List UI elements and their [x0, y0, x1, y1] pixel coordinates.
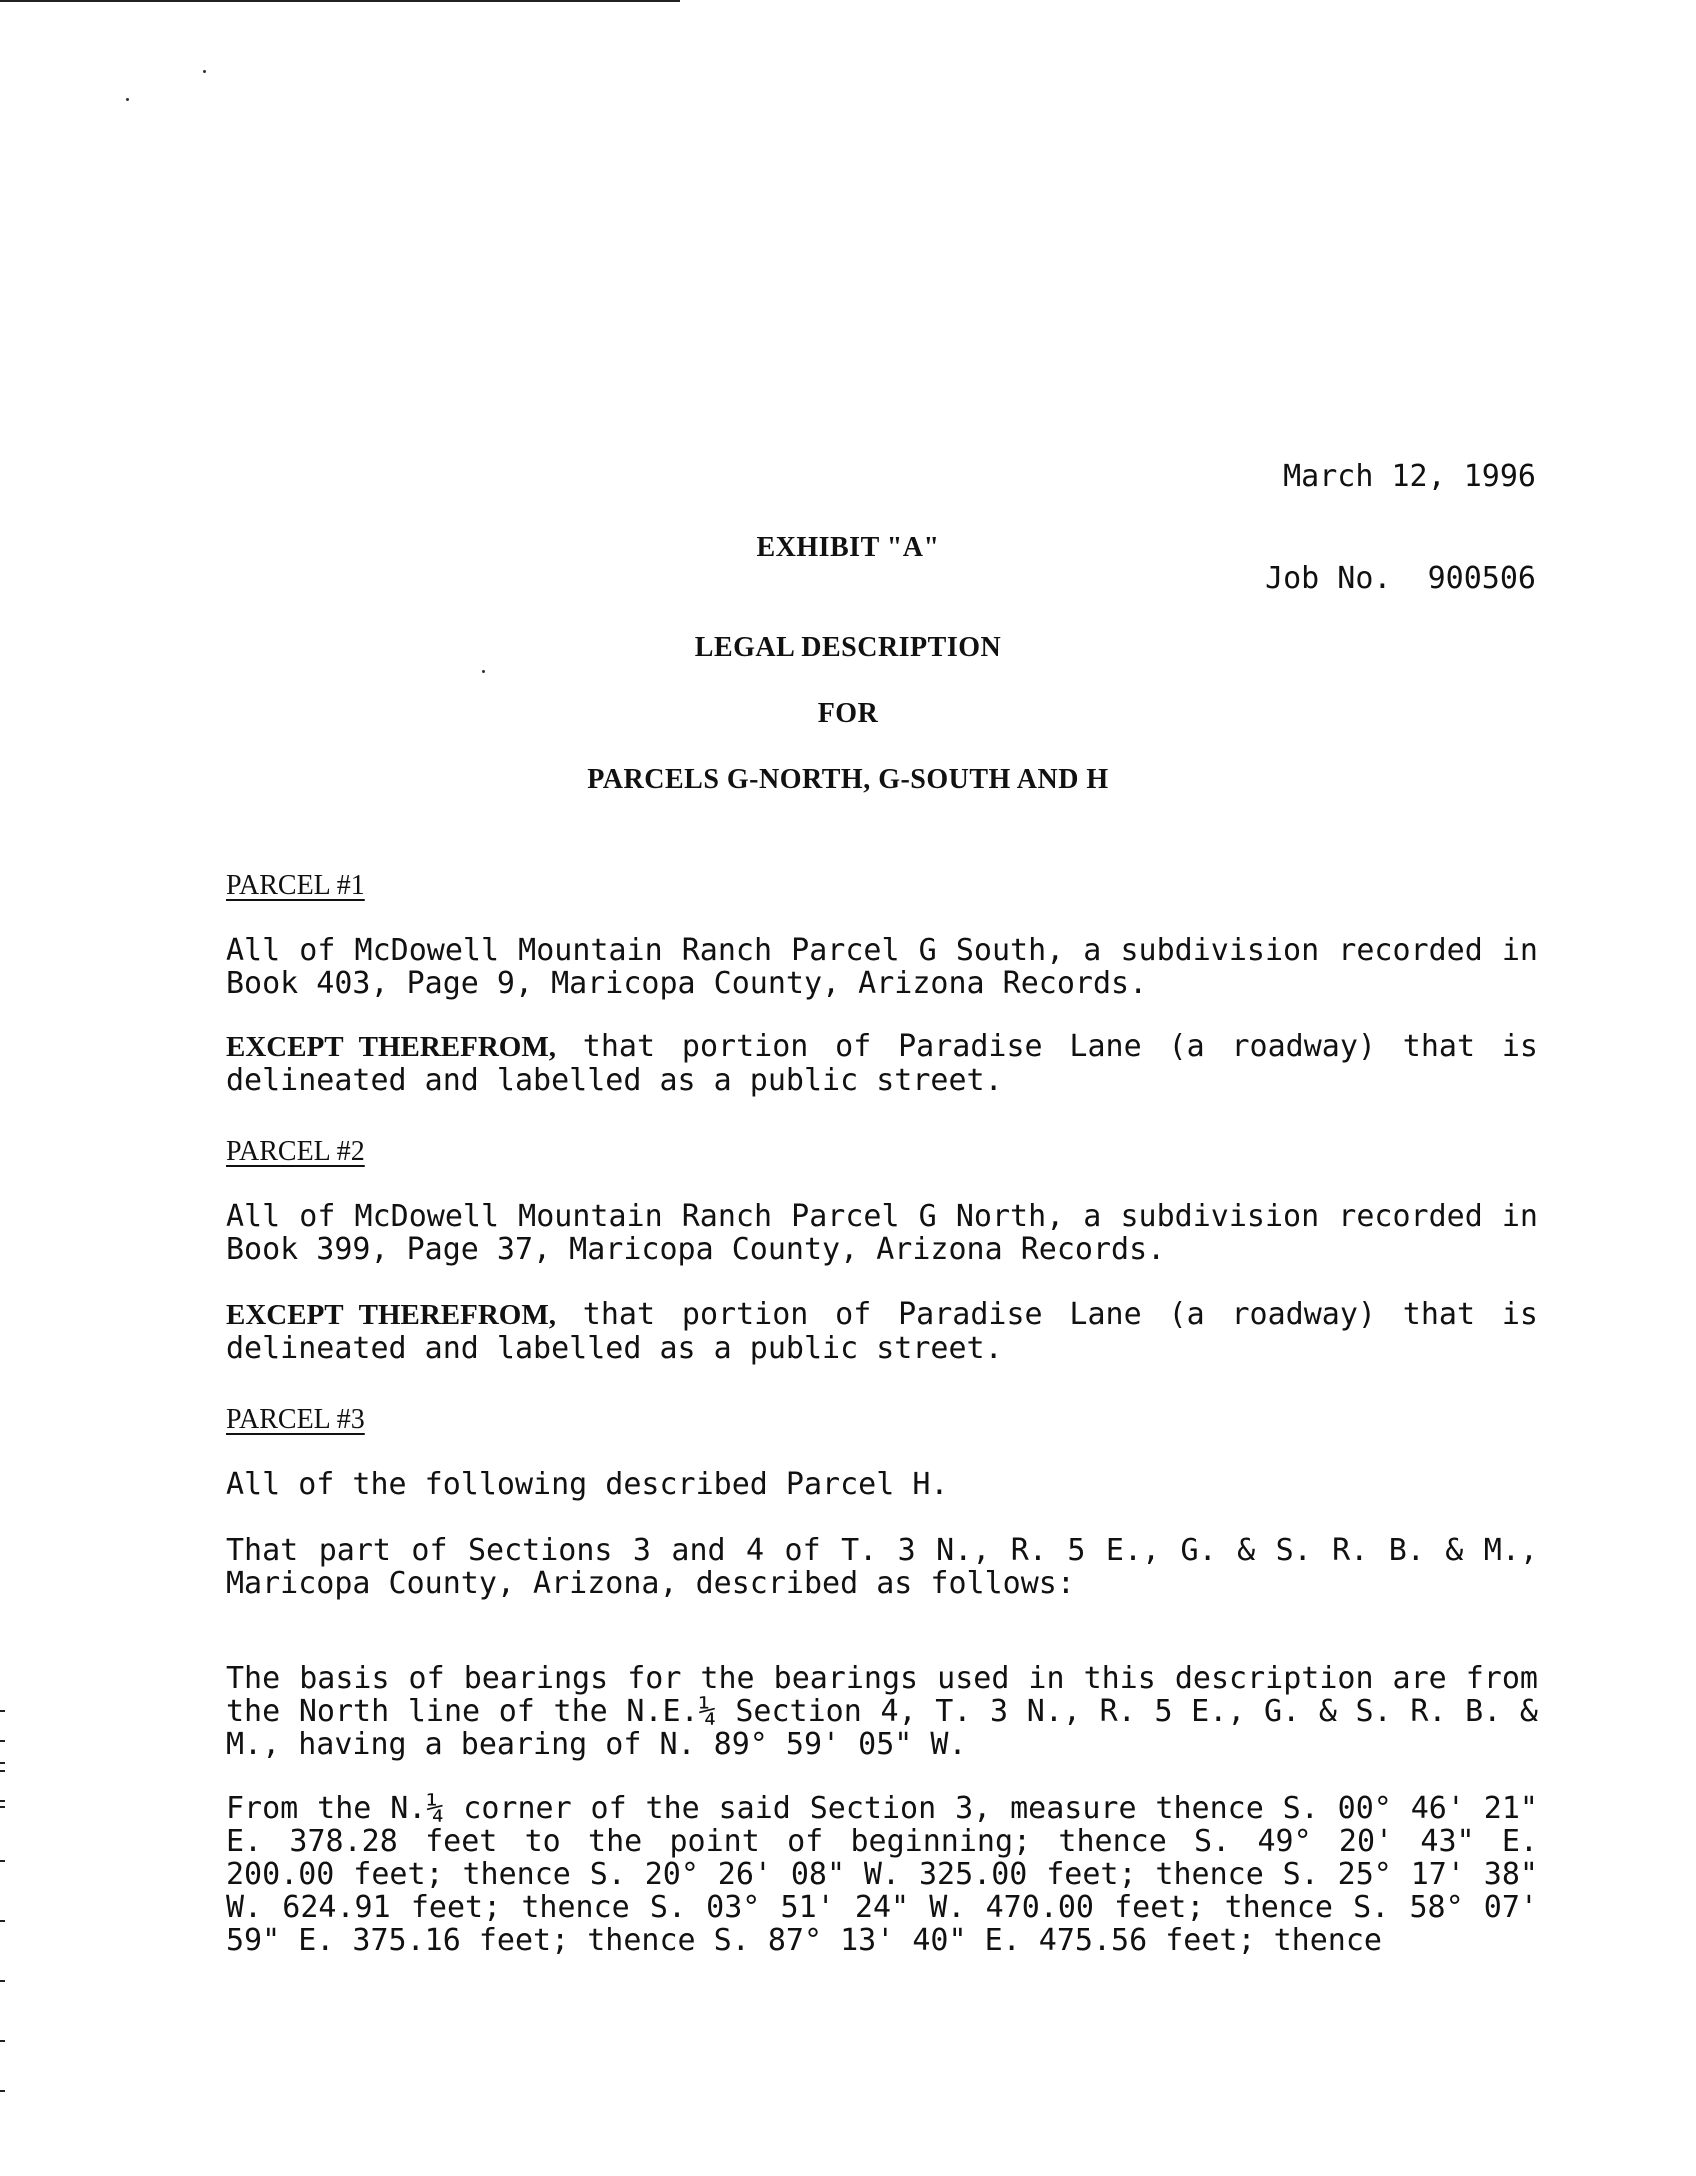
scan-speck [203, 70, 206, 73]
document-date: March 12, 1996 [1283, 459, 1536, 494]
parcel-2-body: All of McDowell Mountain Ranch Parcel G North, a subdivision recorded in Book 399, Page 37, Maricopa County, Arizona Records. [226, 1199, 1538, 1267]
parcel-3-heading: PARCEL #3 [226, 1404, 365, 1435]
parcel-1-exception [226, 1030, 1538, 1097]
parcels-title: PARCELS G-NORTH, G-SOUTH AND H [587, 764, 1109, 795]
except-text: that portion of Paradise Lane (a roadway) that is delineated and labelled as a public street. [226, 1297, 1538, 1366]
scan-speck [126, 98, 129, 101]
except-label: EXCEPT THEREFROM, [226, 1299, 556, 1331]
scan-edge-line [0, 0, 680, 2]
parcel-3-metes-and-bounds: From the N.¼ corner of the said Section 3, measure thence S. 00° 46' 21" E. 378.28 feet to the point of beginning; thence S. 49° 20' 43" E. 200.00 feet; thence S. 20° 26' 08" W. 325.00 feet; thence S. 25° 17' 38" W. 624.91 feet; thence S. 03° 51' 24" W. 470.00 feet; thence S. 58° 07' 59" E. 375.16 feet; thence S. 87° 13' 40" E. 475.56 feet; thence [226, 1791, 1538, 1958]
job-number: 900506 [1427, 561, 1536, 596]
for-title: FOR [817, 698, 879, 729]
job-number-line [1265, 562, 1536, 596]
legal-description-title: LEGAL DESCRIPTION [694, 632, 1002, 663]
binding-edge-mark [0, 1710, 5, 2130]
job-label: Job No. [1265, 561, 1392, 596]
scan-speck [482, 670, 485, 673]
except-label: EXCEPT THEREFROM, [226, 1031, 556, 1063]
parcel-2-heading: PARCEL #2 [226, 1136, 365, 1167]
parcel-3-location: That part of Sections 3 and 4 of T. 3 N., R. 5 E., G. & S. R. B. & M., Maricopa County, Arizona, described as follows: [226, 1533, 1538, 1601]
parcel-1-heading: PARCEL #1 [226, 870, 365, 901]
parcel-3-intro: All of the following described Parcel H. [226, 1467, 949, 1502]
except-text: that portion of Paradise Lane (a roadway) that is delineated and labelled as a public street. [226, 1029, 1538, 1098]
parcel-3-basis-of-bearings: The basis of bearings for the bearings used in this description are from the North line of the N.E.¼ Section 4, T. 3 N., R. 5 E., G. & S. R. B. & M., having a bearing of N. 89° 59' 05" W. [226, 1661, 1538, 1762]
document-header [1265, 392, 1536, 664]
exhibit-title: EXHIBIT "A" [756, 532, 940, 563]
parcel-1-body: All of McDowell Mountain Ranch Parcel G South, a subdivision recorded in Book 403, Page 9, Maricopa County, Arizona Records. [226, 933, 1538, 1001]
parcel-2-exception [226, 1298, 1538, 1365]
